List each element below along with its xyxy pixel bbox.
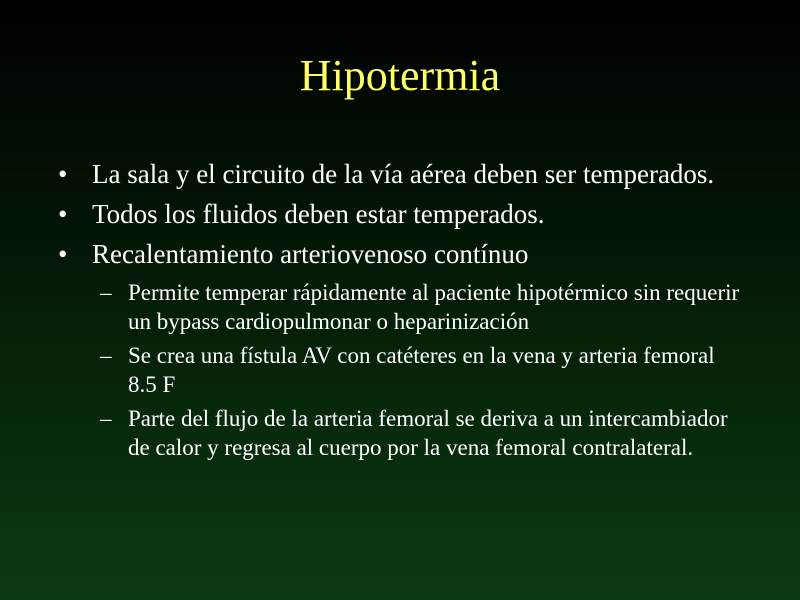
sub-bullet-text: Parte del flujo de la arteria femoral se deriva a un intercambiador de calor y regresa al cuerpo por la vena femoral contralateral. [128,406,728,460]
bullet-text: La sala y el circuito de la vía aérea deben ser temperados. [92,159,715,189]
slide-body [56,158,746,467]
slide-title: Hipotermia [299,51,501,100]
bullet-text: Recalentamiento arteriovenoso contínuo [92,239,529,269]
bullet-item [56,198,746,231]
sub-bullet-marker: – [100,406,112,431]
bullet-marker: • [58,159,68,189]
sub-bullet-marker: – [100,280,112,305]
sub-bullet-text: Permite temperar rápidamente al paciente hipotérmico sin requerir un bypass cardiopulmonar o heparinización [128,280,740,334]
bullet-text: Todos los fluidos deben estar temperados. [92,199,545,229]
bullet-item [56,238,746,271]
sub-bullet-item [56,404,746,462]
bullet-item [56,158,746,191]
sub-bullet-text: Se crea una fístula AV con catéteres en la vena y arteria femoral 8.5 F [128,343,715,397]
sub-bullet-marker: – [100,343,112,368]
sub-bullet-item [56,341,746,399]
bullet-marker: • [58,199,68,229]
sub-bullet-item [56,278,746,336]
bullet-marker: • [58,239,68,269]
